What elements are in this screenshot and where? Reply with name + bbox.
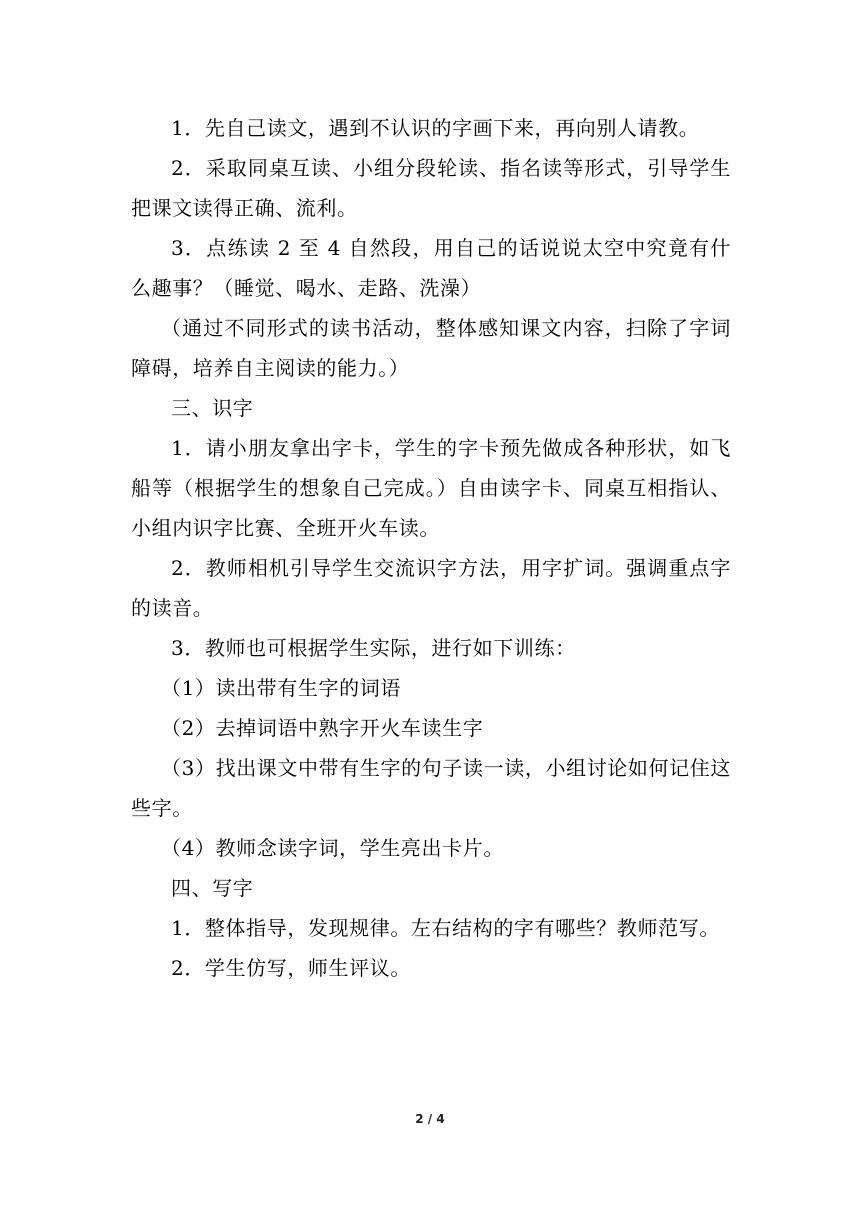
paragraph-writing-practice: 2．学生仿写，师生评议。 bbox=[171, 956, 411, 980]
list-item-training-1: （1）读出带有生字的词语 bbox=[161, 676, 401, 700]
paragraph-word-cards: 1．请小朋友拿出字卡，学生的字卡预先做成各种形状，如飞船等（根据学生的想象自己完成。）自由读字卡、同桌互相指认、小组内识字比赛、全班开火车读。 bbox=[131, 436, 731, 540]
list-item-training-2: （2）去掉词语中熟字开火车读生字 bbox=[161, 716, 484, 740]
list-item-training-4: （4）教师念读字词，学生亮出卡片。 bbox=[161, 836, 504, 860]
paragraph-reading-note: （通过不同形式的读书活动，整体感知课文内容，扫除了字词障碍，培养自主阅读的能力。） bbox=[131, 316, 731, 380]
paragraph-read-forms: 2．采取同桌互读、小组分段轮读、指名读等形式，引导学生把课文读得正确、流利。 bbox=[131, 156, 731, 220]
paragraph-word-methods: 2．教师相机引导学生交流识字方法，用字扩词。强调重点字的读音。 bbox=[131, 556, 731, 620]
paragraph-read-paragraphs: 3．点练读 2 至 4 自然段，用自己的话说说太空中究竟有什么趣事？（睡觉、喝水、走路、洗澡） bbox=[131, 236, 731, 300]
section-heading-literacy: 三、识字 bbox=[171, 396, 254, 420]
paragraph-writing-guidance: 1．整体指导，发现规律。左右结构的字有哪些？教师范写。 bbox=[171, 916, 720, 940]
page-number: 2 / 4 bbox=[415, 1112, 445, 1126]
section-heading-writing: 四、写字 bbox=[171, 876, 254, 900]
paragraph-training-intro: 3．教师也可根据学生实际，进行如下训练： bbox=[171, 636, 576, 660]
paragraph-read-self: 1．先自己读文，遇到不认识的字画下来，再向别人请教。 bbox=[171, 116, 700, 140]
document-body bbox=[131, 108, 731, 988]
list-item-training-3: （3）找出课文中带有生字的句子读一读，小组讨论如何记住这些字。 bbox=[131, 756, 731, 820]
